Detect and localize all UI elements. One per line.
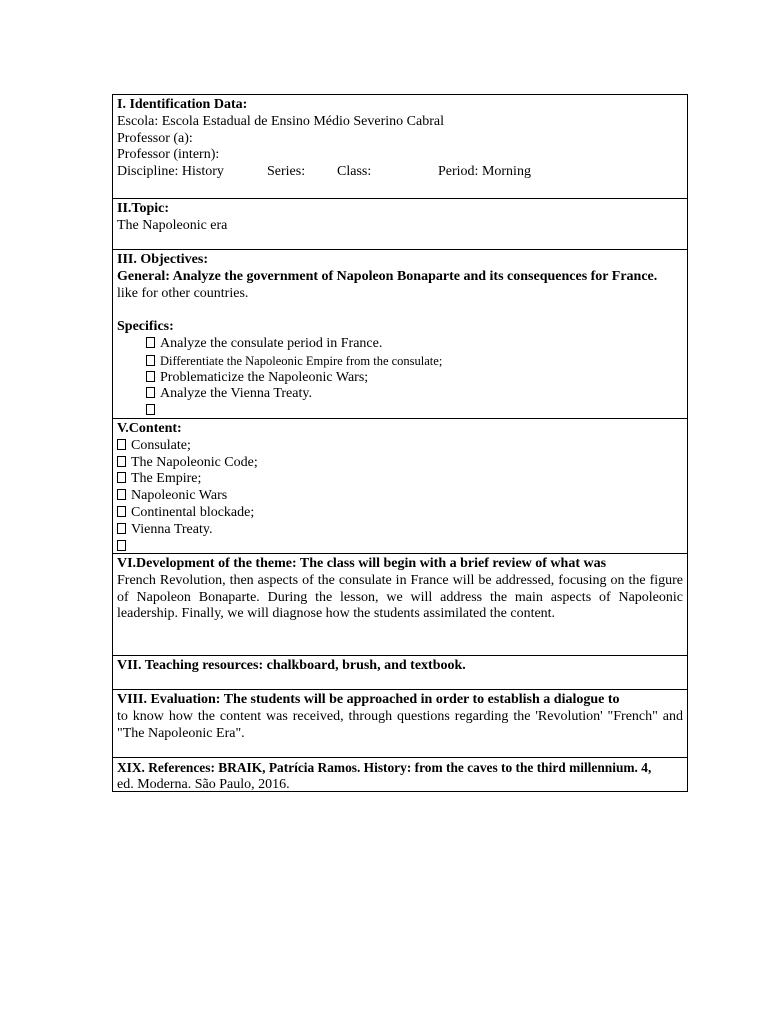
development-text: French Revolution, then aspects of the consulate in France will be addressed, focusing on the figure of Napoleon Bonaparte. During the lesson, we will address the main aspects of Napoleonic leadership. Finally, we will diagnose how the students assimilated the content. — [117, 572, 683, 622]
general-objective-cont: like for other countries. — [117, 285, 249, 301]
specific-item: Differentiate the Napoleonic Empire from the consulate; — [117, 353, 683, 370]
class-field: Class: — [337, 164, 372, 180]
checkbox-icon — [117, 540, 126, 551]
professor-line: Professor (a): — [117, 130, 193, 146]
specific-item: Problematicize the Napoleonic Wars; — [117, 370, 683, 387]
discipline-field: Discipline: History — [117, 164, 224, 180]
content-item: The Napoleonic Code; — [117, 455, 683, 472]
content-item: Consulate; — [117, 438, 683, 455]
topic-section — [113, 198, 687, 249]
content-item: The Empire; — [117, 471, 683, 488]
checkbox-icon — [117, 506, 126, 517]
checkbox-icon — [146, 337, 155, 348]
content-item: Vienna Treaty. — [117, 522, 683, 539]
evaluation-title: VIII. Evaluation: The students will be approached in order to establish a dialogue to — [117, 692, 620, 707]
checkbox-icon — [146, 355, 155, 366]
content-title: V.Content: — [117, 421, 182, 436]
general-objective: General: Analyze the government of Napoleon Bonaparte and its consequences for France. — [117, 268, 658, 284]
resources-section — [113, 655, 687, 689]
checkbox-icon — [117, 472, 126, 483]
checkbox-icon — [117, 439, 126, 450]
checkbox-icon — [117, 523, 126, 534]
checkbox-icon — [146, 387, 155, 398]
references-section — [113, 757, 687, 791]
evaluation-section — [113, 689, 687, 757]
references-title: XIX. References: BRAIK, Patrícia Ramos. History: from the caves to the third millennium. 4, — [117, 760, 652, 775]
series-field: Series: — [267, 164, 306, 180]
identification-title: I. Identification Data: — [117, 97, 248, 112]
resources-title: VII. Teaching resources: chalkboard, brush, and textbook. — [117, 658, 466, 673]
checkbox-icon — [117, 489, 126, 500]
specifics-title: Specifics: — [117, 319, 174, 335]
checkbox-icon — [146, 404, 155, 415]
topic-value: The Napoleonic era — [117, 217, 228, 233]
lesson-plan-table — [112, 94, 688, 792]
period-field: Period: Morning — [438, 164, 531, 180]
checkbox-icon — [117, 456, 126, 467]
development-section — [113, 553, 687, 655]
development-title: VI.Development of the theme: The class will begin with a brief review of what was — [117, 556, 607, 571]
checkbox-icon — [146, 371, 155, 382]
objectives-title: III. Objectives: — [117, 252, 208, 267]
specific-item: Analyze the consulate period in France. — [117, 336, 683, 353]
discipline-line — [117, 164, 683, 181]
topic-title: II.Topic: — [117, 201, 170, 216]
content-item: Napoleonic Wars — [117, 488, 683, 505]
content-item: Continental blockade; — [117, 505, 683, 522]
content-section — [113, 418, 687, 553]
intern-line: Professor (intern): — [117, 147, 220, 163]
specific-item: Analyze the Vienna Treaty. — [117, 386, 683, 403]
evaluation-text: to know how the content was received, through questions regarding the 'Revolution' "French" and "The Napoleonic Era". — [117, 708, 683, 741]
identification-section — [113, 95, 687, 198]
references-text: ed. Moderna. São Paulo, 2016. — [117, 776, 290, 792]
objectives-section — [113, 249, 687, 418]
school-line: Escola: Escola Estadual de Ensino Médio Severino Cabral — [117, 113, 444, 129]
